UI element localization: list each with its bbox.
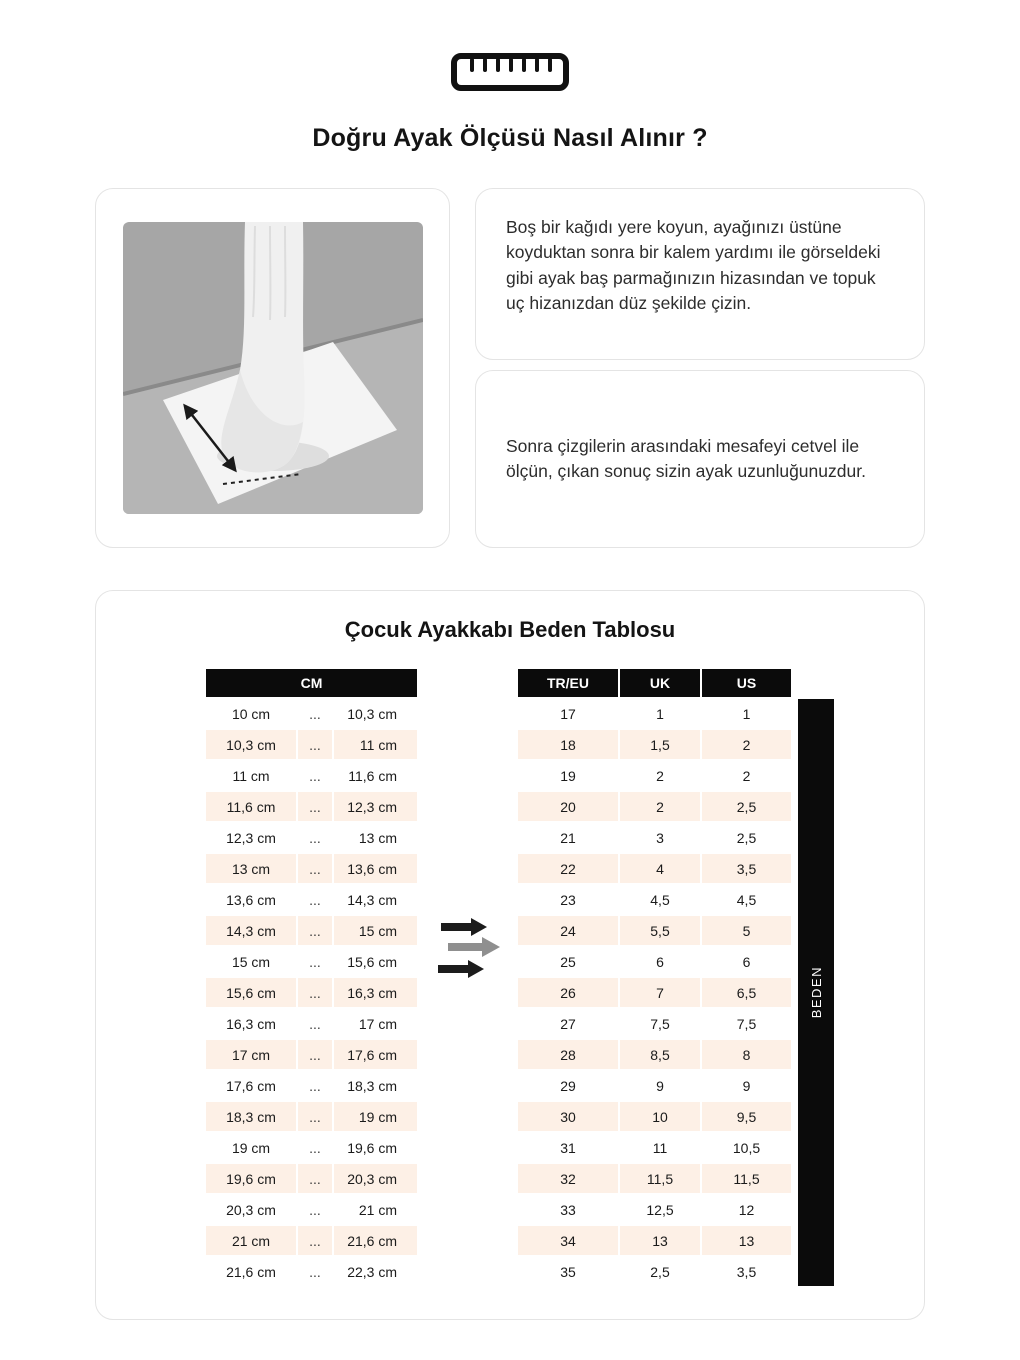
cm-range-row [206,792,417,821]
instruction-text-2: Sonra çizgilerin arasındaki mesafeyi cetvel ile ölçün, çıkan sonuç sizin ayak uzunluğunuzdur. [506,435,866,481]
uk-size: 7 [620,978,700,1007]
size-conversion-table [516,667,793,1288]
cm-from: 10,3 cm [206,730,296,759]
beden-side-bar [798,699,834,1286]
size-row [518,1226,791,1255]
size-row [518,947,791,976]
cm-range-row [206,1226,417,1255]
range-separator: ... [298,699,332,728]
cm-table [204,667,419,1288]
us-size: 10,5 [702,1133,791,1162]
size-row [518,1133,791,1162]
cm-from: 10 cm [206,699,296,728]
tr-eu-size: 17 [518,699,618,728]
uk-size: 5,5 [620,916,700,945]
ruler-icon [0,52,1020,92]
cm-from: 17 cm [206,1040,296,1069]
size-row [518,823,791,852]
foot-measurement-photo [123,222,423,514]
us-size: 2,5 [702,792,791,821]
range-separator: ... [298,792,332,821]
us-size: 7,5 [702,1009,791,1038]
size-table-title: Çocuk Ayakkabı Beden Tablosu [344,617,676,642]
size-table-head [518,669,791,697]
cm-to: 17 cm [334,1009,417,1038]
uk-size: 11 [620,1133,700,1162]
uk-size: 10 [620,1102,700,1131]
range-separator: ... [298,916,332,945]
range-separator: ... [298,761,332,790]
us-size: 2 [702,730,791,759]
instruction-text-1: Boş bir kağıdı yere koyun, ayağınızı üstüne koyduktan sonra bir kalem yardımı ile görseldeki gibi ayak baş parmağınızın hizasından ve topuk uç hizanızdan düz şekilde çizin. [506,217,881,314]
cm-range-row [206,761,417,790]
tr-eu-size: 33 [518,1195,618,1224]
cm-range-row [206,730,417,759]
tr-eu-size: 24 [518,916,618,945]
instruction-card-1 [475,188,925,360]
tr-eu-size: 21 [518,823,618,852]
size-row [518,792,791,821]
uk-size: 4,5 [620,885,700,914]
cm-from: 19 cm [206,1133,296,1162]
tr-eu-size: 34 [518,1226,618,1255]
uk-size: 4 [620,854,700,883]
uk-size: 1 [620,699,700,728]
cm-range-row [206,1133,417,1162]
us-size: 5 [702,916,791,945]
range-separator: ... [298,730,332,759]
us-size: 12 [702,1195,791,1224]
uk-size: 11,5 [620,1164,700,1193]
cm-range-row [206,978,417,1007]
uk-size: 9 [620,1071,700,1100]
cm-to: 13 cm [334,823,417,852]
tr-eu-size: 18 [518,730,618,759]
cm-range-row [206,1195,417,1224]
range-separator: ... [298,1164,332,1193]
tr-eu-size: 26 [518,978,618,1007]
cm-from: 21,6 cm [206,1257,296,1286]
cm-from: 13 cm [206,854,296,883]
size-row [518,854,791,883]
cm-from: 18,3 cm [206,1102,296,1131]
us-size: 9,5 [702,1102,791,1131]
tr-eu-size: 25 [518,947,618,976]
range-separator: ... [298,1195,332,1224]
cm-range-row [206,854,417,883]
cm-to: 20,3 cm [334,1164,417,1193]
us-size: 9 [702,1071,791,1100]
cm-to: 19,6 cm [334,1133,417,1162]
cm-header-row [206,669,417,697]
us-size: 3,5 [702,854,791,883]
uk-size: 13 [620,1226,700,1255]
us-size: 6,5 [702,978,791,1007]
cm-to: 11 cm [334,730,417,759]
uk-size: 1,5 [620,730,700,759]
cm-to: 21,6 cm [334,1226,417,1255]
range-separator: ... [298,1040,332,1069]
uk-size: 12,5 [620,1195,700,1224]
size-row [518,761,791,790]
tr-eu-size: 22 [518,854,618,883]
uk-size: 6 [620,947,700,976]
cm-range-row [206,1257,417,1286]
size-row [518,1040,791,1069]
instruction-card-2 [475,370,925,548]
range-separator: ... [298,1257,332,1286]
tr-eu-size: 30 [518,1102,618,1131]
cm-to: 15 cm [334,916,417,945]
us-size: 8 [702,1040,791,1069]
ruler-icon-svg [450,52,570,92]
size-row [518,978,791,1007]
us-size: 4,5 [702,885,791,914]
tr-eu-size: 19 [518,761,618,790]
cm-to: 19 cm [334,1102,417,1131]
cm-from: 13,6 cm [206,885,296,914]
cm-to: 22,3 cm [334,1257,417,1286]
size-chart-card [95,590,925,1320]
us-size: 13 [702,1226,791,1255]
cm-from: 11,6 cm [206,792,296,821]
cm-from: 14,3 cm [206,916,296,945]
size-row [518,1009,791,1038]
tr-eu-size: 35 [518,1257,618,1286]
cm-range-row [206,947,417,976]
range-separator: ... [298,885,332,914]
uk-size: 7,5 [620,1009,700,1038]
page-title: Doğru Ayak Ölçüsü Nasıl Alınır ? [312,124,708,152]
cm-range-row [206,699,417,728]
cm-table-body [206,699,417,1286]
tr-eu-size: 20 [518,792,618,821]
range-separator: ... [298,1133,332,1162]
cm-from: 15 cm [206,947,296,976]
size-row [518,1071,791,1100]
size-row [518,730,791,759]
cm-to: 12,3 cm [334,792,417,821]
range-separator: ... [298,978,332,1007]
cm-to: 13,6 cm [334,854,417,883]
size-row [518,699,791,728]
cm-header-cell: CM [206,669,417,697]
cm-to: 11,6 cm [334,761,417,790]
uk-size: 2 [620,761,700,790]
size-row [518,885,791,914]
cm-to: 14,3 cm [334,885,417,914]
range-separator: ... [298,1071,332,1100]
us-size: 3,5 [702,1257,791,1286]
range-separator: ... [298,1102,332,1131]
cm-range-row [206,823,417,852]
cm-to: 21 cm [334,1195,417,1224]
beden-side-label: BEDEN [808,966,824,1019]
uk-size: 3 [620,823,700,852]
cm-table-head [206,669,417,697]
cm-range-row [206,1102,417,1131]
uk-size: 2,5 [620,1257,700,1286]
range-separator: ... [298,854,332,883]
us-size: 6 [702,947,791,976]
cm-to: 18,3 cm [334,1071,417,1100]
cm-from: 19,6 cm [206,1164,296,1193]
cm-from: 11 cm [206,761,296,790]
size-row [518,916,791,945]
range-separator: ... [298,1226,332,1255]
tr-eu-size: 27 [518,1009,618,1038]
uk-size: 8,5 [620,1040,700,1069]
uk-size: 2 [620,792,700,821]
tr-eu-size: 32 [518,1164,618,1193]
range-separator: ... [298,1009,332,1038]
us-size: 2 [702,761,791,790]
size-row [518,1195,791,1224]
us-header: US [702,669,791,697]
tr-eu-header: TR/EU [518,669,618,697]
cm-to: 15,6 cm [334,947,417,976]
size-row [518,1102,791,1131]
range-separator: ... [298,947,332,976]
size-row [518,1164,791,1193]
size-header-row [518,669,791,697]
us-size: 2,5 [702,823,791,852]
cm-from: 12,3 cm [206,823,296,852]
measurement-photo-card [95,188,450,548]
size-row [518,1257,791,1286]
cm-to: 17,6 cm [334,1040,417,1069]
cm-range-row [206,1164,417,1193]
cm-range-row [206,1040,417,1069]
uk-header: UK [620,669,700,697]
cm-from: 17,6 cm [206,1071,296,1100]
tr-eu-size: 31 [518,1133,618,1162]
cm-range-row [206,1009,417,1038]
cm-to: 10,3 cm [334,699,417,728]
us-size: 1 [702,699,791,728]
size-table-body [518,699,791,1286]
cm-range-row [206,1071,417,1100]
range-separator: ... [298,823,332,852]
us-size: 11,5 [702,1164,791,1193]
cm-from: 16,3 cm [206,1009,296,1038]
tr-eu-size: 23 [518,885,618,914]
cm-range-row [206,885,417,914]
tr-eu-size: 29 [518,1071,618,1100]
cm-range-row [206,916,417,945]
cm-from: 15,6 cm [206,978,296,1007]
cm-from: 21 cm [206,1226,296,1255]
cm-to: 16,3 cm [334,978,417,1007]
tr-eu-size: 28 [518,1040,618,1069]
double-right-arrows-icon [438,917,510,984]
cm-from: 20,3 cm [206,1195,296,1224]
